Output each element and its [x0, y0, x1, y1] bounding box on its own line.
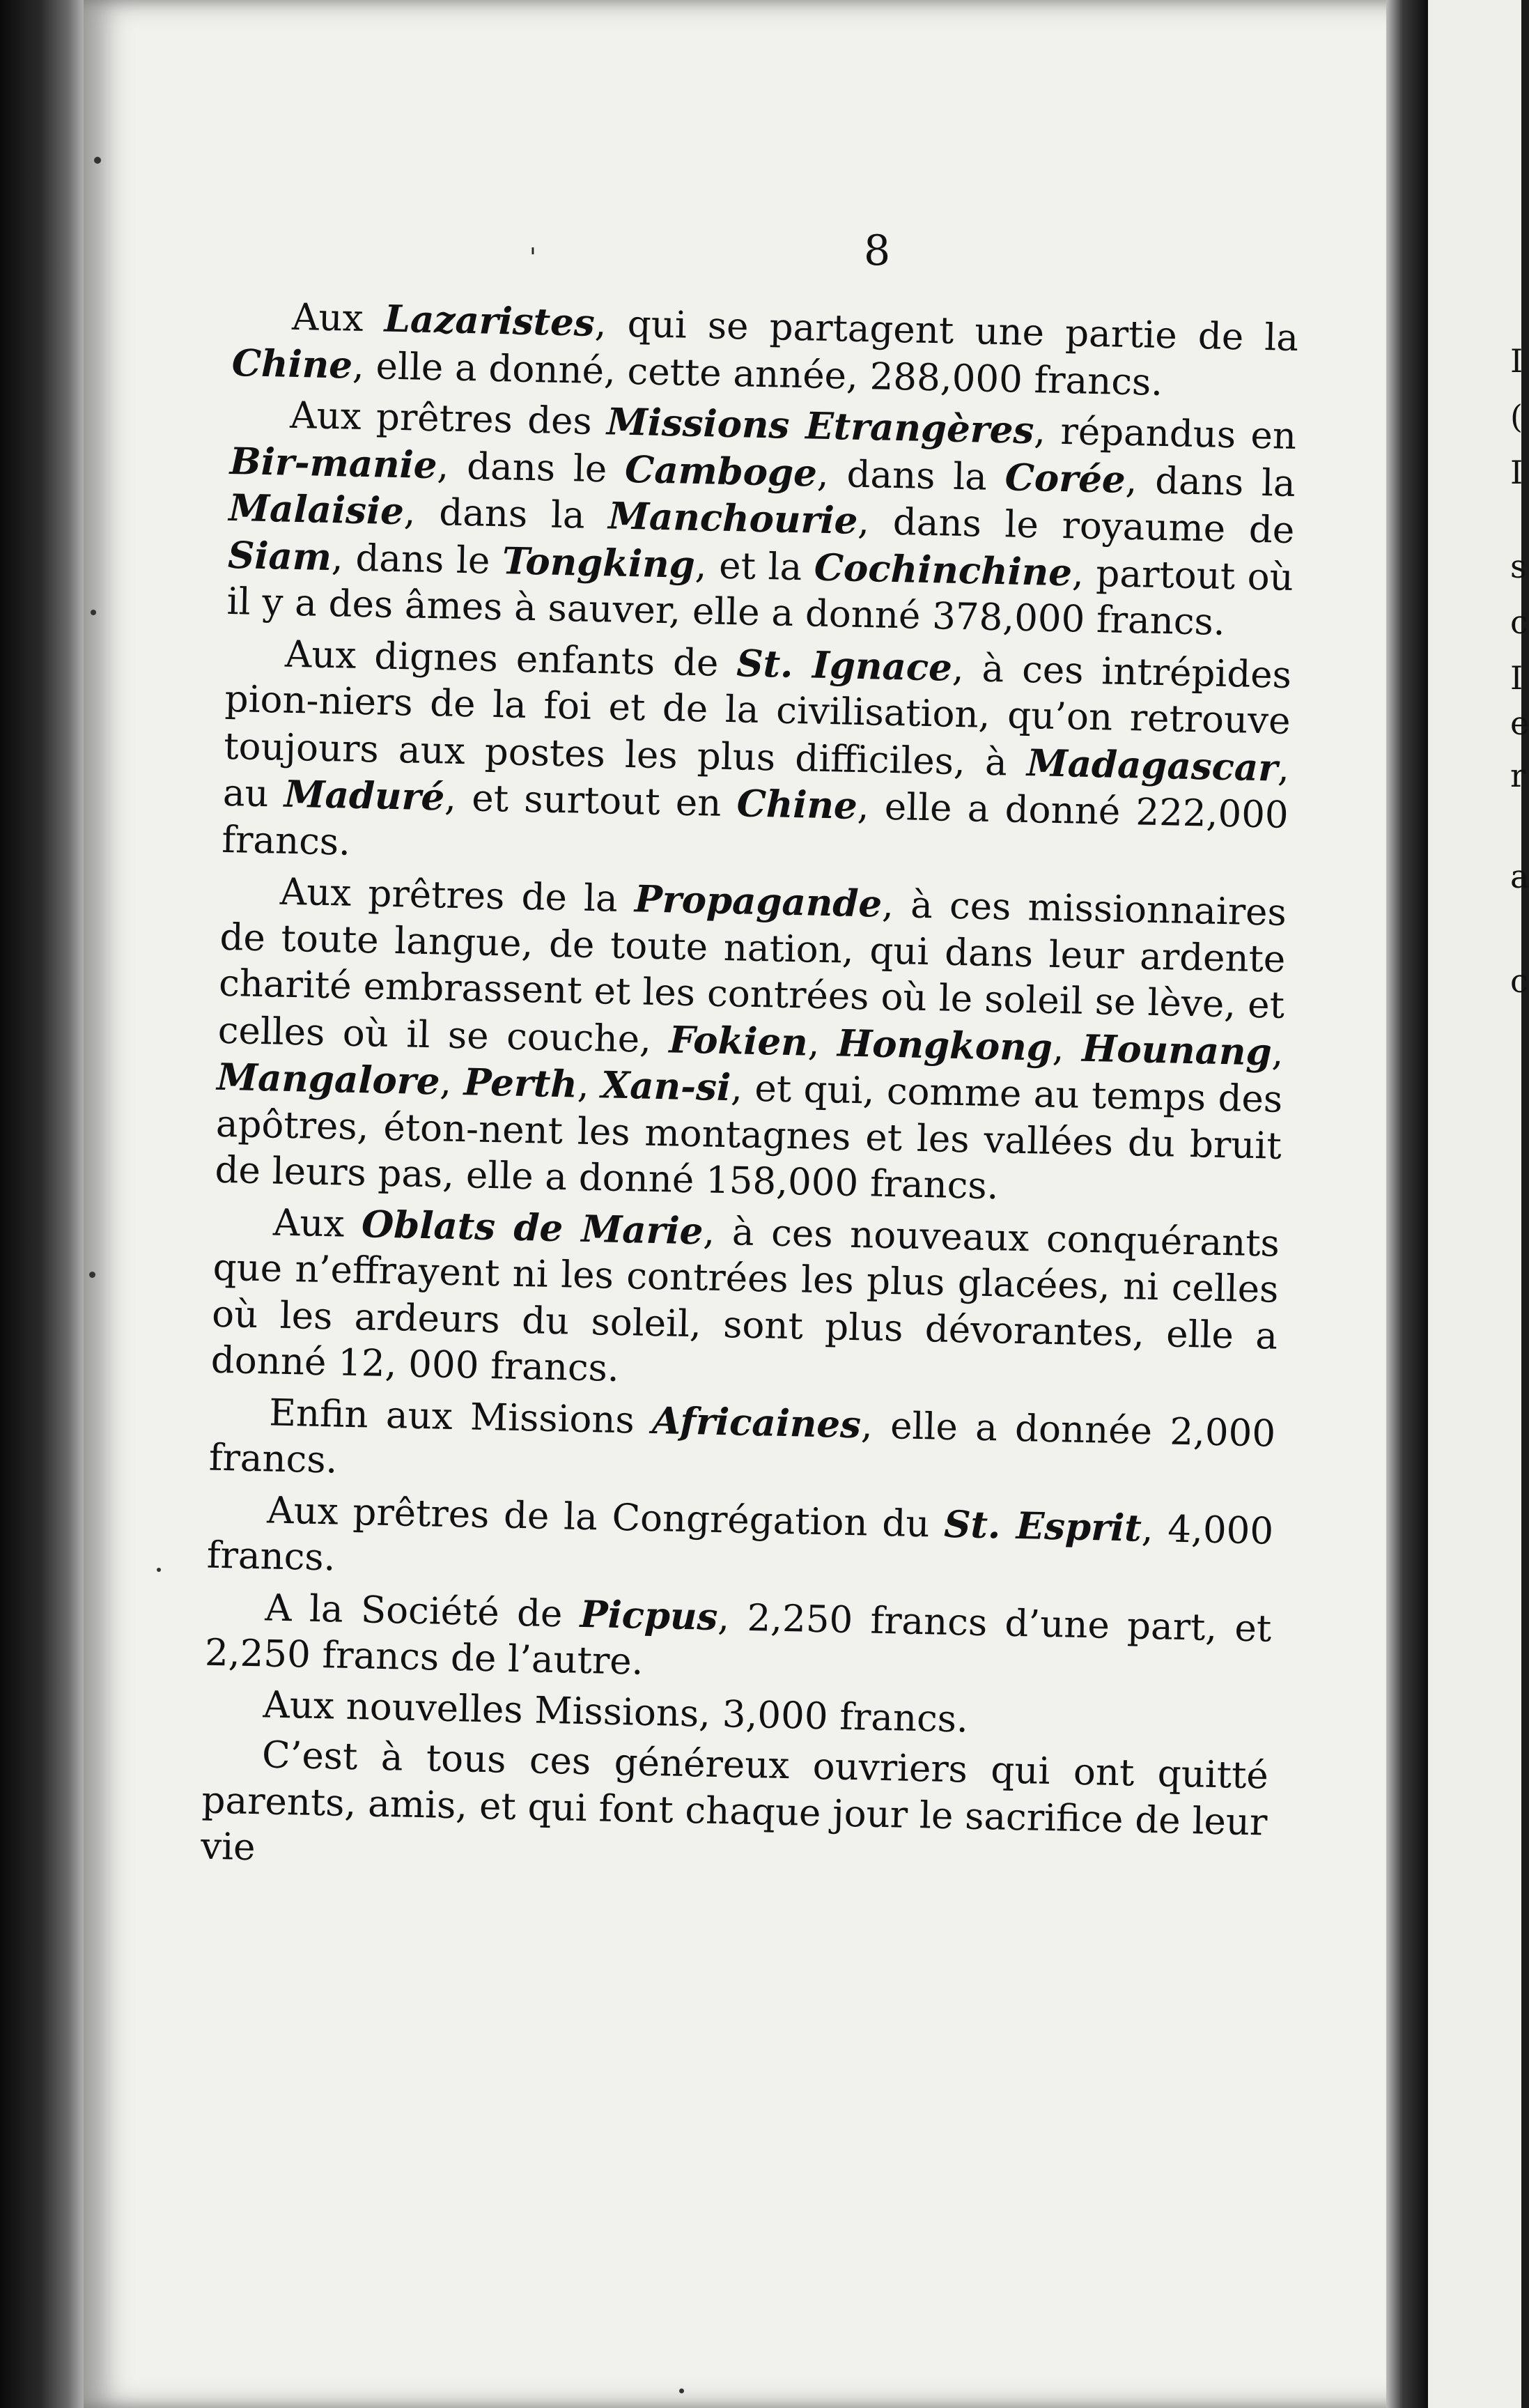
text-run: Aux dignes enfants de [284, 633, 738, 685]
italic-term: Fokien [668, 1017, 809, 1065]
text-run: , et qui, comme au temps des apôtres, éton-nent les montagnes et les vallées du bruit de leurs pas, elle a donné 158,000 francs. [214, 1067, 1283, 1208]
italic-term: Hounang [1081, 1026, 1273, 1074]
page-number: 8 [864, 226, 891, 275]
text-run: , dans le [331, 536, 503, 582]
scan-speck [91, 610, 96, 615]
italic-term: Picpus [580, 1592, 719, 1639]
adjacent-page-letter: c [1510, 603, 1528, 641]
text-run: , [807, 1021, 838, 1065]
text-run: , à ces nouveaux conquérants que n’effrayent ni les contrées les plus glacées, ni celles où les ardeurs du soleil, sont plus dévorantes, elle a donné 12, 000 francs. [210, 1210, 1280, 1390]
italic-term: Xan-si [600, 1063, 731, 1110]
paragraph [201, 1731, 1269, 1892]
text-run: , répandus en [1033, 410, 1297, 458]
italic-term: Chine [736, 782, 858, 828]
adjacent-page-letter: I [1510, 454, 1523, 491]
text-run: C’est à tous ces généreux ouvriers qui ont quitté parents, amis, et qui font chaque jour le sacrifice de leur vie [200, 1734, 1269, 1869]
scan-speck [157, 1568, 161, 1572]
text-run: , partout où il y a des âmes à sauver, elle a donné 378,000 francs. [226, 551, 1294, 644]
text-run: , à ces intrépides pion-niers de la foi et de la civilisation, qu’on retrouve toujours aux postes les plus difficiles, à [223, 647, 1292, 785]
adjacent-page-letter: c [1510, 962, 1528, 1000]
text-run: , [1052, 1026, 1082, 1070]
italic-term: Chine [231, 341, 353, 387]
text-run: , dans le [436, 444, 626, 491]
stray-mark: ' [529, 244, 536, 272]
text-run: , elle a donné, cette année, 288,000 francs. [352, 344, 1163, 404]
scan-speck [94, 157, 101, 164]
italic-term: Madagascar [1026, 741, 1278, 790]
italic-term: Africaines [651, 1398, 862, 1446]
text-run: , et surtout en [444, 776, 738, 826]
text-run: , à ces missionnaires de toute langue, de toute nation, qui dans leur ardente charité embrassent et les contrées où le soleil se lève, et celles où il se couche, [217, 883, 1287, 1061]
adjacent-page-letter: a [1510, 858, 1529, 895]
paragraph [226, 391, 1297, 647]
text-run: , [439, 1060, 465, 1104]
text-run: , 4,000 francs. [206, 1507, 1274, 1580]
adjacent-page-letter: r [1510, 757, 1526, 794]
italic-term: Bir-manie [229, 439, 438, 487]
text-run: , et la [694, 543, 815, 589]
italic-term: Tongking [502, 539, 696, 587]
italic-term: Maduré [284, 772, 445, 819]
adjacent-page-letter: I [1510, 342, 1523, 380]
italic-term: Camboge [624, 447, 818, 495]
italic-term: St. Esprit [943, 1502, 1142, 1550]
text-run: , elle a donnée 2,000 francs. [208, 1403, 1276, 1482]
italic-term: Propagande [634, 877, 883, 926]
italic-term: Missions Etrangères [606, 400, 1034, 453]
italic-term: Corée [1004, 455, 1126, 502]
text-run: , qui se partagent une partie de la [594, 302, 1299, 360]
scan-speck [89, 1272, 95, 1278]
text-run: Aux [291, 295, 385, 341]
adjacent-page-letter: ( [1510, 398, 1523, 435]
text-run: Aux prêtres de la Congrégation du [266, 1488, 945, 1546]
paragraph [208, 1388, 1275, 1504]
italic-term: Hongkong [837, 1021, 1053, 1070]
text-run: , dans la [816, 452, 1006, 499]
italic-term: St. Ignace [736, 641, 953, 690]
italic-term: Siam [227, 533, 332, 579]
text-run: A la Société de [264, 1586, 581, 1636]
italic-term: Manchourie [607, 494, 858, 543]
text-run: Enfin aux Missions [268, 1391, 653, 1442]
italic-term: Malaisie [228, 486, 405, 534]
paragraph [206, 1485, 1273, 1601]
text-run: , dans la [1124, 458, 1296, 505]
adjacent-page-letter: e [1510, 704, 1529, 742]
paragraph [210, 1198, 1280, 1406]
page-gutter [1386, 0, 1428, 2408]
italic-term: Lazaristes [384, 297, 596, 345]
italic-term: Perth [463, 1060, 578, 1106]
adjacent-page-letter: I [1510, 659, 1523, 697]
text-run: Aux prêtres des [289, 394, 607, 444]
book-binding-edge [0, 0, 91, 2408]
text-run: Aux [272, 1201, 362, 1246]
page-body-text [200, 293, 1298, 1897]
scan-speck [679, 2388, 684, 2393]
text-run: , elle a donné 222,000 francs. [221, 785, 1289, 864]
italic-term: Oblats de Marie [361, 1202, 704, 1253]
adjacent-page-letter: s [1510, 548, 1527, 585]
text-run: , [1271, 1031, 1284, 1074]
italic-term: Cochinchine [814, 546, 1073, 594]
text-run: Aux nouvelles Missions, 3,000 francs. [262, 1683, 969, 1741]
paragraph [215, 867, 1287, 1216]
italic-term: Mangalore [216, 1055, 441, 1104]
text-run: , dans la [403, 491, 609, 538]
text-run: , dans le royaume de [857, 500, 1295, 552]
text-run: , [577, 1063, 602, 1107]
text-run: , au [222, 747, 1290, 816]
text-run: , 2,250 francs d’une part, et 2,250 francs de l’autre. [204, 1596, 1272, 1683]
paragraph [222, 629, 1292, 885]
paragraph [204, 1583, 1271, 1699]
text-run: Aux prêtres de la [279, 870, 635, 921]
adjacent-page-edge [1428, 0, 1529, 2408]
